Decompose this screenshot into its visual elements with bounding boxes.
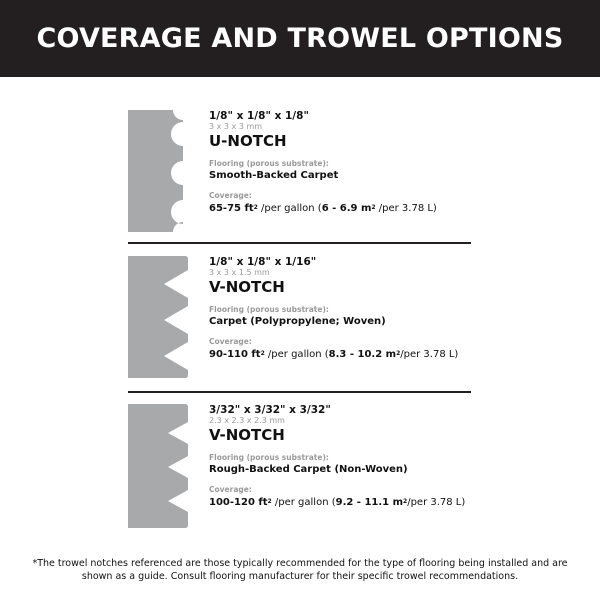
v-notch-trowel-icon [128, 256, 190, 378]
coverage-label: Coverage: [209, 337, 252, 346]
coverage-value [209, 347, 473, 363]
section-divider [128, 391, 471, 393]
notch-type: V-NOTCH [209, 278, 285, 296]
trowel-option-1-details [209, 110, 473, 217]
notch-metric-dimensions: 3 x 3 x 3 mm [209, 122, 263, 131]
flooring-type: Carpet (Polypropylene; Woven) [209, 316, 386, 327]
u-notch-trowel-icon [128, 110, 190, 232]
superscript-2: 2 [267, 498, 272, 505]
trowel-option-2 [128, 256, 473, 381]
superscript-2: 2 [371, 204, 376, 211]
coverage-metric: 6 - 6.9 m [321, 203, 372, 214]
page-header [0, 0, 600, 77]
flooring-type: Smooth-Backed Carpet [209, 170, 339, 181]
coverage-imperial: 100-120 ft [209, 497, 268, 508]
flooring-label: Flooring (porous substrate): [209, 159, 329, 168]
coverage-label: Coverage: [209, 191, 252, 200]
coverage-unit-text: /per gallon ( [271, 497, 336, 508]
section-divider [128, 242, 471, 244]
coverage-metric-unit: /per 3.78 L) [400, 349, 459, 360]
coverage-unit-text: /per gallon ( [257, 203, 322, 214]
coverage-label: Coverage: [209, 485, 252, 494]
trowel-option-1 [128, 110, 473, 235]
notch-dimensions: 1/8" x 1/8" x 1/16" [209, 256, 317, 268]
trowel-option-3 [128, 404, 473, 529]
coverage-metric-unit: /per 3.78 L) [375, 203, 437, 214]
notch-type: U-NOTCH [209, 132, 287, 150]
page-title: COVERAGE AND TROWEL OPTIONS [36, 23, 564, 54]
flooring-type: Rough-Backed Carpet (Non-Woven) [209, 464, 408, 475]
coverage-value [209, 495, 473, 511]
coverage-value [209, 201, 473, 217]
coverage-metric: 9.2 - 11.1 m [335, 497, 404, 508]
coverage-metric-unit: /per 3.78 L) [407, 497, 466, 508]
coverage-metric: 8.3 - 10.2 m [328, 349, 397, 360]
coverage-imperial: 65-75 ft [209, 203, 254, 214]
notch-type: V-NOTCH [209, 426, 285, 444]
superscript-2: 2 [260, 350, 265, 357]
trowel-option-2-details [209, 256, 473, 363]
trowel-option-3-details [209, 404, 473, 511]
notch-dimensions: 3/32" x 3/32" x 3/32" [209, 404, 331, 416]
superscript-2: 2 [253, 204, 258, 211]
coverage-unit-text: /per gallon ( [264, 349, 329, 360]
v-notch-trowel-icon [128, 404, 190, 528]
notch-metric-dimensions: 3 x 3 x 1.5 mm [209, 268, 270, 277]
coverage-imperial: 90-110 ft [209, 349, 261, 360]
superscript-2: 2 [396, 350, 401, 357]
superscript-2: 2 [403, 498, 408, 505]
flooring-label: Flooring (porous substrate): [209, 453, 329, 462]
notch-metric-dimensions: 2.3 x 2.3 x 2.3 mm [209, 416, 285, 425]
notch-dimensions: 1/8" x 1/8" x 1/8" [209, 110, 309, 122]
flooring-label: Flooring (porous substrate): [209, 305, 329, 314]
footnote-disclaimer: *The trowel notches referenced are those typically recommended for the type of flooring being installed and are shown as a guide. Consult flooring manufacturer for their specific trowel recommendations. [32, 558, 568, 582]
